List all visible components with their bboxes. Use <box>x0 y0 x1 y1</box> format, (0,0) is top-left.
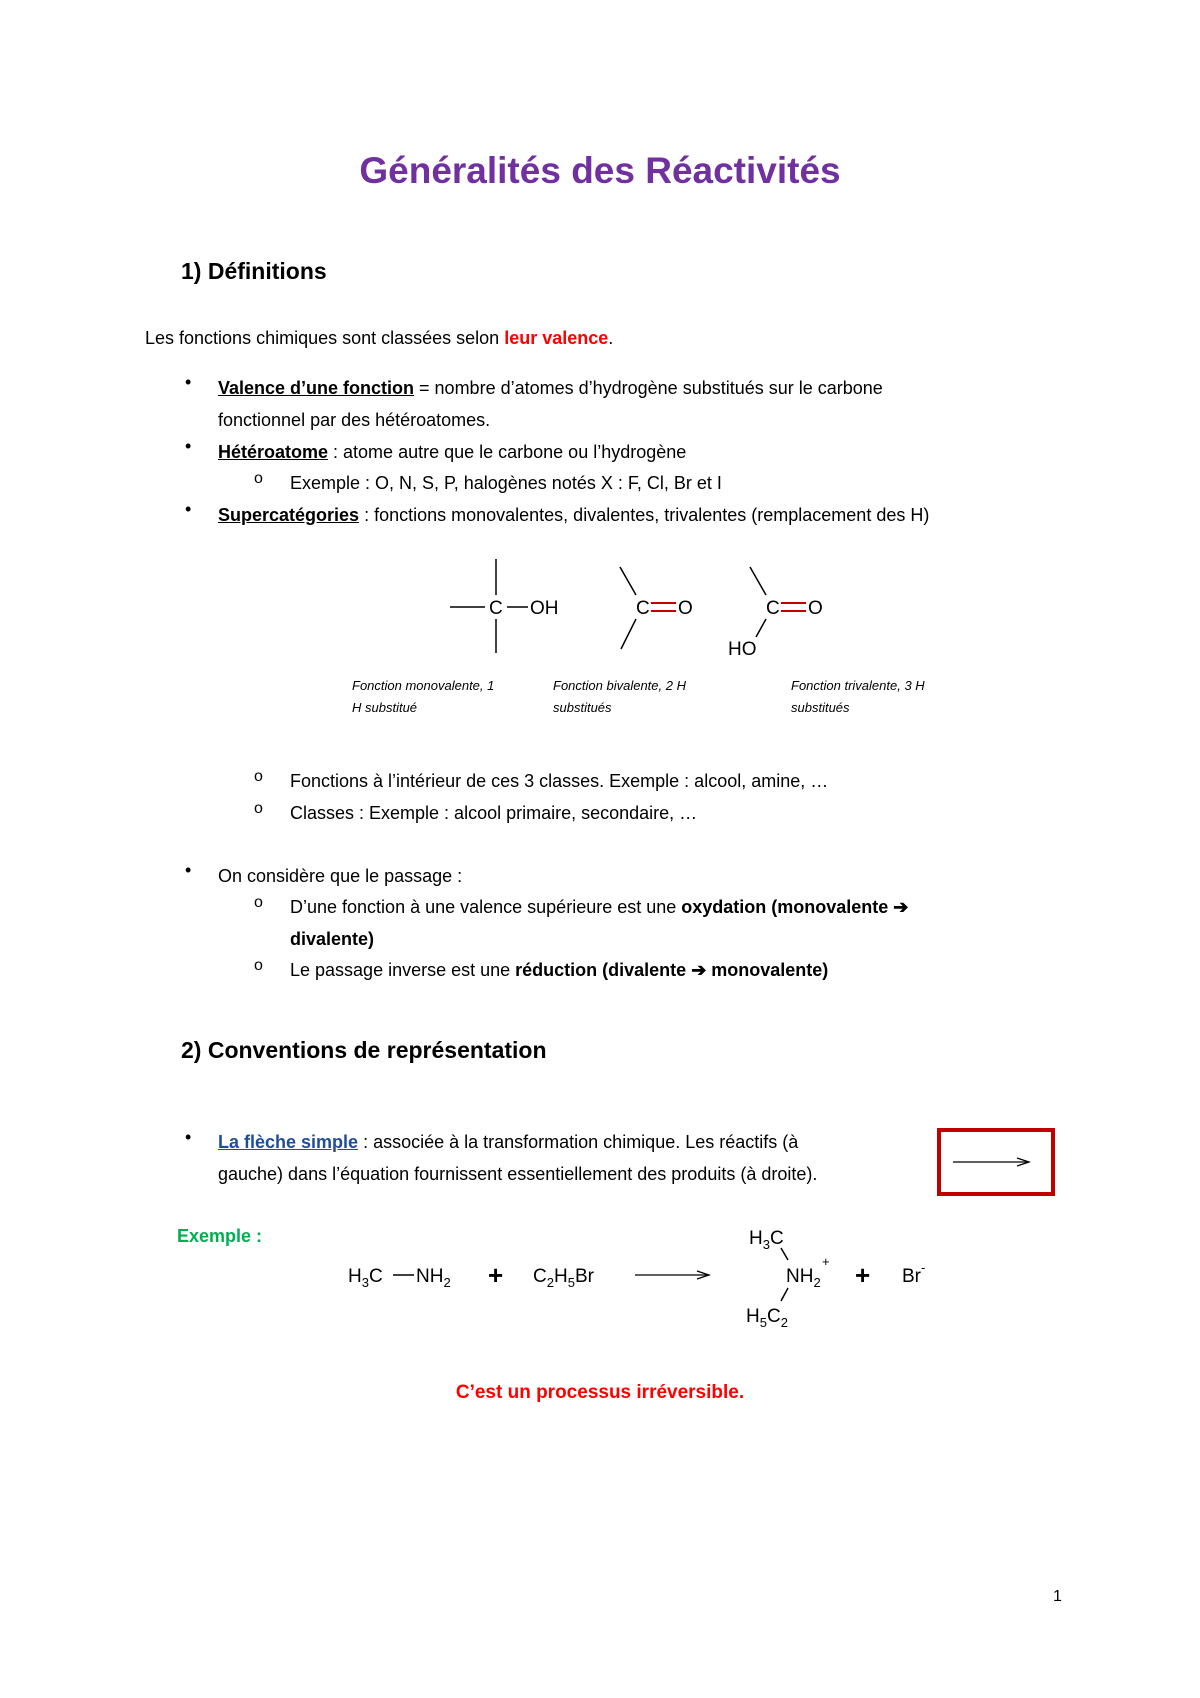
reduction-prefix: Le passage inverse est une <box>290 960 516 980</box>
heteroatom-example: Exemple : O, N, S, P, halogènes notés X : F, Cl, Br et I <box>290 473 722 493</box>
bullet-valence <box>218 372 883 436</box>
product-ammonium <box>746 1228 830 1330</box>
svg-text:NH2: $NH_2$ <box>416 1266 451 1290</box>
oxidation-bold: oxydation (monovalente <box>681 897 894 917</box>
arrow-text: : associée à la transformation chimique. Les réactifs (à <box>358 1132 799 1152</box>
arrow-text-2: gauche) dans l’équation fournissent essentiellement des produits (à droite). <box>218 1164 818 1184</box>
reduction-bold-1: réduction (divalente <box>515 960 692 980</box>
caption-divalent <box>553 675 733 719</box>
arrow-right-icon: ➔ <box>691 960 707 980</box>
term-simple-arrow: La flèche simple <box>218 1132 359 1152</box>
oxidation-item <box>290 891 908 955</box>
page-title: Généralités des Réactivités <box>359 150 841 191</box>
sub-bullet-marker: o <box>254 800 263 817</box>
caption-monovalent <box>352 675 532 719</box>
term-heteroatome: Hétéroatome <box>218 442 329 462</box>
plus-sign: + <box>488 1260 504 1290</box>
oxidation-end: divalente) <box>290 929 375 949</box>
reaction-equation <box>340 1220 960 1335</box>
svg-text:H3C: $H_3C$ <box>749 1228 784 1252</box>
tri-ho-label: HO <box>728 639 757 660</box>
svg-text:NH2: $NH_2$ <box>786 1266 821 1290</box>
structure-monovalent <box>450 559 559 653</box>
supercategories-text: : fonctions monovalentes, divalentes, trivalentes (remplacement des H) <box>359 505 930 525</box>
caption-di-line2: substitués <box>553 700 612 715</box>
arrow-convention <box>218 1126 817 1190</box>
mono-carbon-label: C <box>489 598 503 619</box>
svg-text:H3C: $H_3C$ <box>348 1266 383 1290</box>
term-supercategories: Supercatégories <box>218 505 360 525</box>
reactant-ethyl-bromide <box>533 1266 595 1290</box>
sub-bullet-marker: o <box>254 957 263 974</box>
svg-text:C2H5Br: $C_2H_5Br$ <box>533 1266 594 1290</box>
caption-tri-line1: Fonction trivalente, 3 H <box>791 678 925 693</box>
simple-arrow-box <box>937 1128 1055 1198</box>
sub-item-examples: Classes : Exemple : alcool primaire, secondaire, … <box>290 803 698 823</box>
intro-suffix: . <box>608 328 614 348</box>
product-bromide <box>902 1260 925 1287</box>
valence-text-2: fonctionnel par des hétéroatomes. <box>218 410 491 430</box>
bullet-marker: • <box>185 436 192 456</box>
example-label: Exemple : <box>177 1226 263 1246</box>
mono-oh-label: OH <box>530 598 559 619</box>
plus-sign: + <box>855 1260 871 1290</box>
tri-oxygen-label: O <box>808 598 823 619</box>
caption-tri-line2: substitués <box>791 700 850 715</box>
oxidation-prefix: D’une fonction à une valence supérieure est une <box>290 897 682 917</box>
bullet-supercategories <box>218 499 929 531</box>
reaction-arrow <box>635 1271 709 1279</box>
sub-bullet-marker: o <box>254 894 263 911</box>
section-heading-conventions: 2) Conventions de représentation <box>181 1037 547 1063</box>
caption-mono-line1: Fonction monovalente, 1 <box>352 678 495 693</box>
bullet-marker: • <box>185 372 192 392</box>
valence-structures-figure <box>440 555 860 665</box>
bullet-marker: • <box>185 499 192 519</box>
heteroatome-text: : atome autre que le carbone ou l’hydrogène <box>328 442 687 462</box>
page-number: 1 <box>1053 1588 1062 1605</box>
reduction-bold-2: monovalente) <box>706 960 829 980</box>
reactant-methylamine <box>348 1266 451 1290</box>
structure-divalent <box>620 567 693 649</box>
valence-text: = nombre d’atomes d’hydrogène substitués sur le carbone <box>414 378 883 398</box>
svg-text:H5C2: $H_5C_2$ <box>746 1306 788 1330</box>
sub-item-classes: Fonctions à l’intérieur de ces 3 classes. Exemple : alcool, amine, … <box>290 771 829 791</box>
svg-text:Br-: Br- <box>902 1260 926 1287</box>
arrow-right-icon: ➔ <box>893 897 909 917</box>
intro-prefix: Les fonctions chimiques sont classées selon <box>145 328 505 348</box>
sub-bullet-marker: o <box>254 768 263 785</box>
caption-di-line1: Fonction bivalente, 2 H <box>553 678 686 693</box>
tri-carbon-label: C <box>766 598 780 619</box>
svg-text:+: + <box>822 1254 830 1269</box>
intro-paragraph <box>145 322 613 354</box>
conclusion-text: C’est un processus irréversible. <box>455 1382 745 1403</box>
term-valence: Valence d’une fonction <box>218 378 415 398</box>
passage-lead: On considère que le passage : <box>218 866 463 886</box>
section-heading-definitions: 1) Définitions <box>181 258 327 284</box>
di-oxygen-label: O <box>678 598 693 619</box>
caption-mono-line2: H substitué <box>352 700 418 715</box>
reduction-item <box>290 954 828 986</box>
sub-bullet-marker: o <box>254 470 263 487</box>
bullet-heteroatome <box>218 436 686 468</box>
caption-trivalent <box>791 675 971 719</box>
bullet-marker: • <box>185 860 192 880</box>
intro-highlight: leur valence <box>504 328 609 348</box>
di-carbon-label: C <box>636 598 650 619</box>
structure-trivalent <box>728 567 823 660</box>
bullet-marker: • <box>185 1127 192 1147</box>
